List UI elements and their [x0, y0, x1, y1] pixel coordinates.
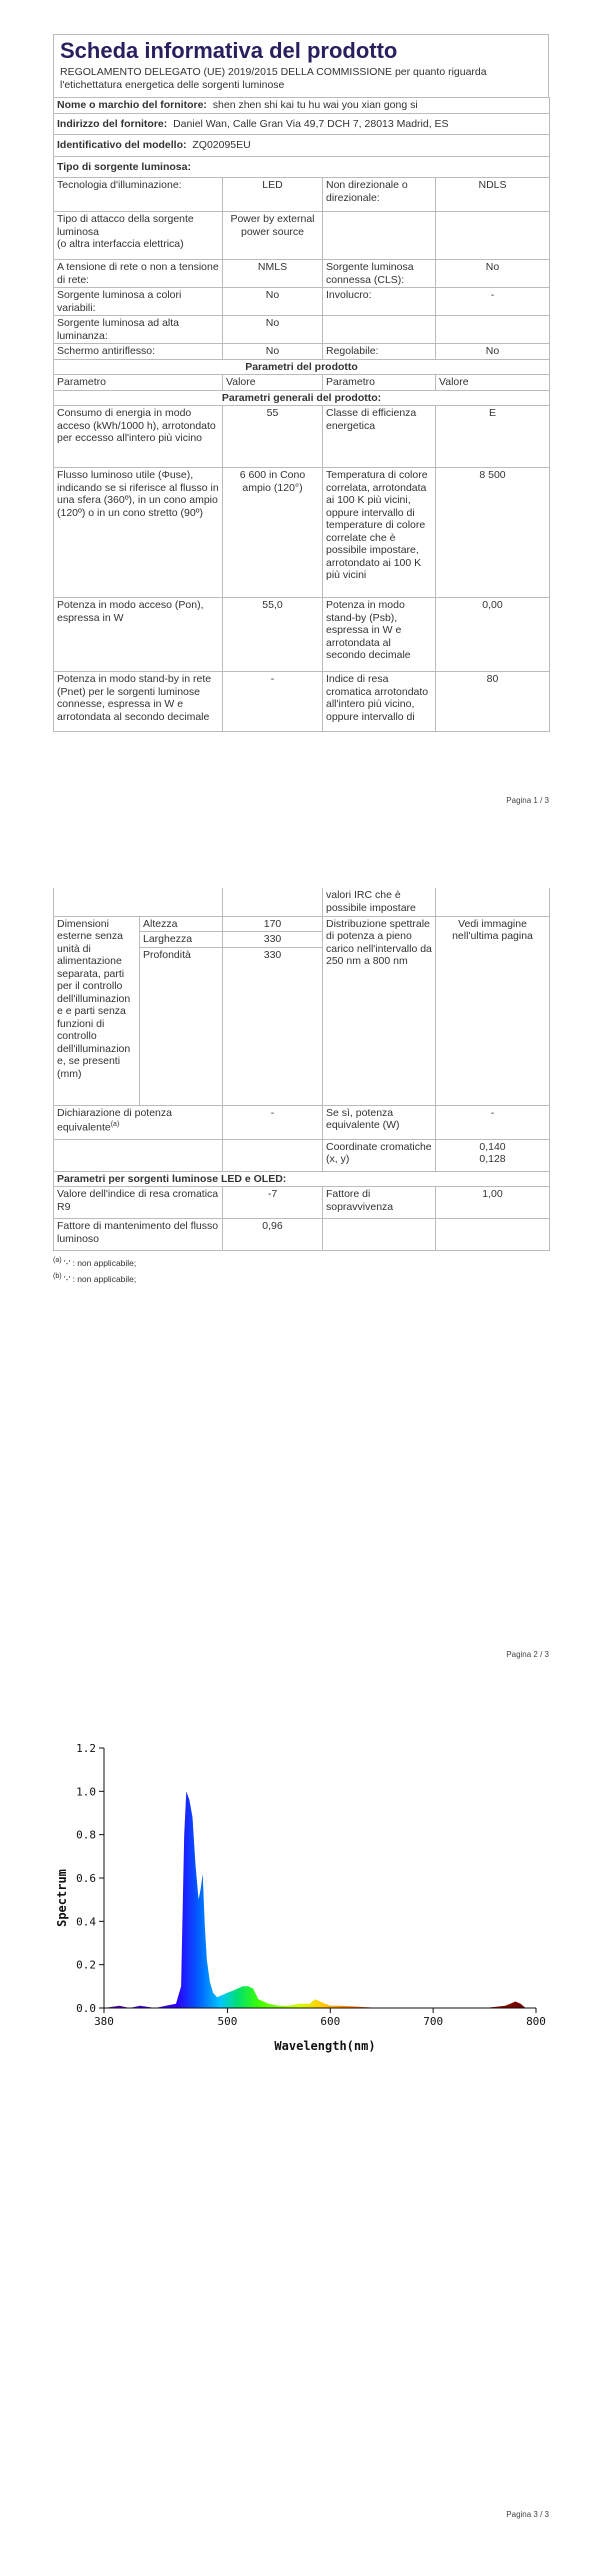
col-header-value: Valore	[223, 375, 323, 391]
led-row-label-2: Fattore di sopravvivenza	[323, 1187, 436, 1219]
source-row-label-2: Involucro:	[323, 288, 436, 316]
x-tick-label: 380	[94, 2015, 114, 2028]
chromaticity-row	[54, 1139, 550, 1171]
led-row	[54, 1219, 550, 1251]
x-tick-label: 800	[526, 2015, 546, 2028]
source-row-value-2: NDLS	[436, 178, 550, 212]
equivalent-power-w-label: Se sì, potenza equivalente (W)	[323, 1105, 436, 1139]
supplier-address-row	[54, 113, 550, 135]
source-row	[54, 212, 550, 260]
source-row-value-2: No	[436, 260, 550, 288]
led-row-label: Valore dell'indice di resa cromatica R9	[54, 1187, 223, 1219]
general-row	[54, 598, 550, 672]
led-params-heading: Parametri per sorgenti luminose LED e OLED:	[54, 1171, 550, 1187]
dimension-name: Profondità	[140, 947, 223, 1105]
y-tick-label: 0.4	[76, 1915, 96, 1929]
general-row-label: Consumo di energia in modo acceso (kWh/1000 h), arrotondato per eccesso all'intero più vicino	[54, 406, 223, 468]
general-row-value-2: E	[436, 406, 550, 468]
product-info-table	[53, 97, 550, 732]
source-row-value-2: -	[436, 288, 550, 316]
source-row-label: Sorgente luminosa a colori variabili:	[54, 288, 223, 316]
general-row-label-2: Indice di resa cromatica arrotondato all'intero più vicino, oppure intervallo di	[323, 672, 436, 732]
led-row-label-2	[323, 1219, 436, 1251]
source-row-label-2	[323, 316, 436, 344]
chromaticity-value: 0,140 0,128	[436, 1139, 550, 1171]
continued-row	[54, 888, 550, 916]
dimensions-label: Dimensioni esterne senza unità di alimentazione separata, parti per il controllo dell'illuminazione e parti senza funzioni di controllo dell'illuminazione, se presenti (mm)	[54, 916, 140, 1105]
plot-area	[76, 1742, 546, 2028]
product-sheet-page-1	[53, 34, 549, 732]
general-params-heading: Parametri generali del prodotto:	[54, 390, 550, 406]
source-row-label-2: Sorgente luminosa connessa (CLS):	[323, 260, 436, 288]
led-row-label: Fattore di mantenimento del flusso luminoso	[54, 1219, 223, 1251]
supplier-address-label: Indirizzo del fornitore:	[57, 117, 168, 130]
general-row-value: 6 600 in Cono ampio (120°)	[223, 468, 323, 598]
source-row-label-2	[323, 212, 436, 260]
regulation-intro: REGOLAMENTO DELEGATO (UE) 2019/2015 DELLA COMMISSIONE per quanto riguarda l'etichettatura energetica delle sorgenti luminose	[60, 66, 487, 91]
footnote-mark-a: (a)	[110, 1121, 120, 1128]
general-row-label: Potenza in modo stand-by in rete (Pnet) per le sorgenti luminose connesse, espressa in W e arrotondata al secondo decimale	[54, 672, 223, 732]
general-row-value: 55	[223, 406, 323, 468]
product-params-heading-row	[54, 359, 550, 375]
general-row-label-2: Potenza in modo stand-by (Psb), espressa in W e arrotondata al secondo decimale	[323, 598, 436, 672]
source-row-label-2: Non direzionale o direzionale:	[323, 178, 436, 212]
page-title: Scheda informativa del prodotto	[60, 38, 398, 63]
led-row-value: 0,96	[223, 1219, 323, 1251]
supplier-name-value: shen zhen shi kai tu hu wai you xian gong si	[212, 99, 418, 111]
footnote	[53, 1270, 549, 1286]
source-type-heading-row	[54, 156, 550, 178]
general-row-value: -	[223, 672, 323, 732]
led-row-value-2	[436, 1219, 550, 1251]
cri-continued-label: valori IRC che è possibile impostare	[323, 888, 436, 916]
source-row	[54, 316, 550, 344]
general-row-value: 55,0	[223, 598, 323, 672]
general-row-value-2: 8 500	[436, 468, 550, 598]
title-box	[53, 34, 549, 97]
y-tick-label: 0.8	[76, 1828, 96, 1842]
spectrum-area	[104, 1791, 536, 2008]
page-2-footer: Pagina 2 / 3	[506, 1650, 549, 1659]
general-row	[54, 672, 550, 732]
source-row-value: LED	[223, 178, 323, 212]
general-row	[54, 406, 550, 468]
source-row	[54, 260, 550, 288]
general-row-label-2: Temperatura di colore correlata, arrotondata ai 100 K più vicini, oppure intervallo di temperature di colore correlate che è possibile impostare, arrotondato ai 100 K più vicini	[323, 468, 436, 598]
dimensions-row	[54, 916, 550, 932]
product-params-heading: Parametri del prodotto	[54, 359, 550, 375]
x-tick-label: 700	[423, 2015, 444, 2028]
model-row	[54, 135, 550, 157]
general-params-heading-row	[54, 390, 550, 406]
product-info-table-continued	[53, 888, 550, 1251]
y-axis-label: Spectrum	[55, 1869, 69, 1927]
general-row-label: Flusso luminoso utile (Φuse), indicando se si riferisce al flusso in una sfera (360º), in un cono ampio (120º) o in un cono stretto (90º)	[54, 468, 223, 598]
footnote-mark: (b)	[53, 1271, 62, 1280]
page-2	[0, 830, 604, 1690]
source-row	[54, 178, 550, 212]
source-row-value-2	[436, 316, 550, 344]
dimension-name: Altezza	[140, 916, 223, 932]
col-header-param: Parametro	[54, 375, 223, 391]
footnote-text: '-' : non applicabile;	[64, 1273, 137, 1284]
spectrum-chart	[0, 1738, 604, 2058]
footnote-text: '-' : non applicabile;	[64, 1257, 137, 1268]
source-row-label: Schermo antiriflesso:	[54, 344, 223, 360]
source-type-heading: Tipo di sorgente luminosa:	[54, 156, 550, 178]
spectral-distribution-label: Distribuzione spettrale di potenza a pieno carico nell'intervallo da 250 nm a 800 nm	[323, 916, 436, 1105]
y-tick-label: 0.6	[76, 1872, 96, 1885]
source-row-value: No	[223, 344, 323, 360]
dimension-value: 330	[223, 932, 323, 948]
equivalent-power-label: Dichiarazione di potenza equivalente	[57, 1106, 172, 1134]
spectral-distribution-value: Vedi immagine nell'ultima pagina	[436, 916, 550, 1105]
supplier-name-row	[54, 98, 550, 114]
source-row-label-2: Regolabile:	[323, 344, 436, 360]
col-header-param-2: Parametro	[323, 375, 436, 391]
footnote	[53, 1254, 549, 1270]
dimension-name: Larghezza	[140, 932, 223, 948]
model-value: ZQ02095EU	[192, 139, 251, 151]
page-3-footer: Pagina 3 / 3	[506, 2510, 549, 2519]
dimension-value: 170	[223, 916, 323, 932]
source-row-value: Power by external power source	[223, 212, 323, 260]
general-row	[54, 468, 550, 598]
x-tick-label: 500	[217, 2015, 238, 2028]
x-tick-label: 600	[320, 2015, 341, 2028]
equivalent-power-value: -	[223, 1105, 323, 1139]
supplier-address-value: Daniel Wan, Calle Gran Via 49,7 DCH 7, 28013 Madrid, ES	[173, 117, 449, 130]
chromaticity-label: Coordinate cromatiche (x, y)	[323, 1139, 436, 1171]
led-row	[54, 1187, 550, 1219]
source-row-label: Tipo di attacco della sorgente luminosa (o altra interfaccia elettrica)	[54, 212, 223, 260]
y-tick-label: 1.0	[76, 1785, 96, 1799]
supplier-name-label: Nome o marchio del fornitore:	[57, 99, 207, 111]
source-row	[54, 344, 550, 360]
source-row-value: NMLS	[223, 260, 323, 288]
product-sheet-page-2	[53, 888, 549, 1286]
footnotes	[53, 1254, 549, 1286]
source-row-value-2: No	[436, 344, 550, 360]
page-1-footer: Pagina 1 / 3	[506, 796, 549, 805]
general-row-label-2: Classe di efficienza energetica	[323, 406, 436, 468]
y-tick-label: 1.2	[76, 1742, 96, 1755]
source-row	[54, 288, 550, 316]
page-1	[0, 0, 604, 830]
led-heading-row	[54, 1171, 550, 1187]
equivalent-power-w-value: -	[436, 1105, 550, 1139]
page-3	[0, 1690, 604, 2560]
source-row-label: Sorgente luminosa ad alta luminanza:	[54, 316, 223, 344]
col-header-value-2: Valore	[436, 375, 550, 391]
footnote-mark: (a)	[53, 1256, 62, 1264]
source-row-value-2	[436, 212, 550, 260]
general-row-value-2: 80	[436, 672, 550, 732]
equivalent-power-row	[54, 1105, 550, 1139]
model-label: Identificativo del modello:	[57, 139, 187, 151]
x-axis-label: Wavelength(nm)	[274, 2039, 376, 2053]
dimension-value: 330	[223, 947, 323, 1105]
led-row-value-2: 1,00	[436, 1187, 550, 1219]
column-header-row	[54, 375, 550, 391]
source-row-value: No	[223, 316, 323, 344]
source-row-label: A tensione di rete o non a tensione di rete:	[54, 260, 223, 288]
general-row-value-2: 0,00	[436, 598, 550, 672]
general-row-label: Potenza in modo acceso (Pon), espressa in W	[54, 598, 223, 672]
y-tick-label: 0.2	[76, 1958, 96, 1972]
source-row-label: Tecnologia d'illuminazione:	[54, 178, 223, 212]
source-row-value: No	[223, 288, 323, 316]
led-row-value: -7	[223, 1187, 323, 1219]
y-tick-label: 0.0	[76, 2002, 96, 2015]
